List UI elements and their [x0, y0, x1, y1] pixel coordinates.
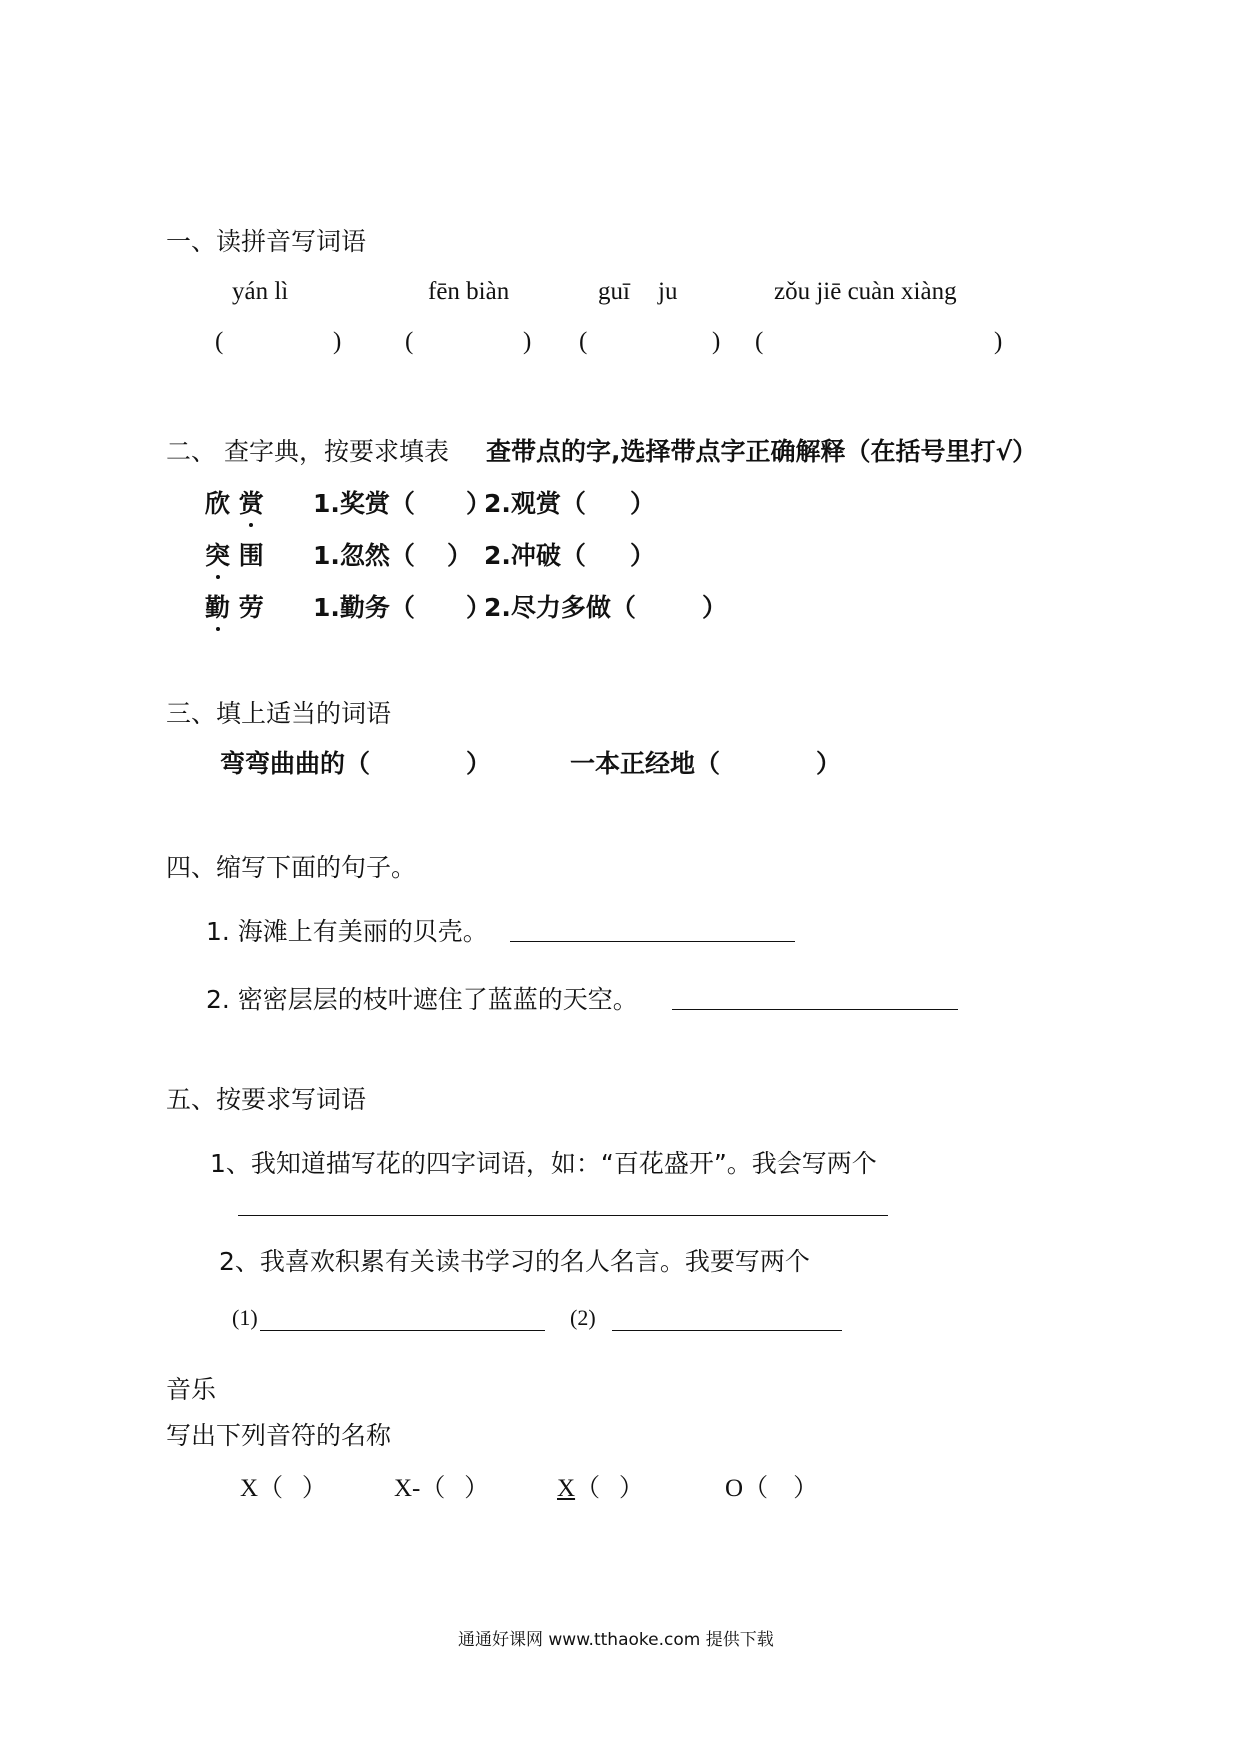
dotted-char: 突: [205, 536, 230, 572]
word-row-1: [205, 484, 264, 520]
answer-paren-open: (: [215, 328, 224, 355]
fill-item-1: 弯弯曲曲的（: [220, 749, 371, 778]
note-symbol: X-: [394, 1475, 421, 1502]
answer-line: [612, 1330, 842, 1331]
answer-paren-open: (: [755, 328, 764, 355]
note-paren: （ ）: [258, 1475, 327, 1502]
pinyin-3a: guī: [598, 278, 630, 305]
fill-item-2: 一本正经地（: [570, 749, 721, 778]
word-row-2: [205, 536, 264, 572]
note-4: [725, 1468, 818, 1504]
note-3: [557, 1468, 644, 1504]
answer-paren-close: ): [712, 328, 721, 355]
quote-label-2: (2): [570, 1305, 596, 1330]
answer-paren-close: ): [333, 328, 342, 355]
answer-paren-open: (: [405, 328, 414, 355]
word-char: 围: [238, 541, 264, 570]
note-symbol: X: [240, 1475, 259, 1502]
answer-paren-close: ): [523, 328, 532, 355]
option-1-close: ）: [447, 541, 473, 570]
sentence-2: 2. 密密层层的枝叶遮住了蓝蓝的天空。: [206, 985, 638, 1014]
option-1: 1.忽然（: [313, 541, 415, 570]
dotted-char: 赏: [239, 484, 264, 520]
note-2: [394, 1468, 489, 1504]
answer-line: [260, 1330, 545, 1331]
option-2: 2.冲破（: [484, 541, 586, 570]
word-row-3: [205, 588, 264, 624]
quote-label-1: (1): [232, 1305, 258, 1330]
option-1-close: ）: [466, 489, 492, 518]
option-1-close: ）: [466, 593, 492, 622]
pinyin-2: fēn biàn: [428, 278, 510, 305]
question-1: 1、我知道描写花的四字词语，如：“百花盛开”。我会写两个: [210, 1149, 877, 1178]
fill-item-1-close: ）: [466, 749, 492, 778]
footer-text: 通通好课网 www.tthaoke.com 提供下载: [458, 1630, 774, 1650]
dotted-char: 勤: [205, 588, 230, 624]
sentence-1: 1. 海滩上有美丽的贝壳。: [206, 917, 488, 946]
section1-title: 一、读拼音写词语: [166, 227, 367, 256]
section2-instruction: 查带点的字,选择带点字正确解释（在括号里打√）: [486, 437, 1038, 466]
note-symbol: O: [725, 1475, 744, 1502]
section3-title: 三、填上适当的词语: [166, 699, 392, 728]
option-2-close: ）: [630, 541, 656, 570]
note-paren: （ ）: [420, 1475, 490, 1502]
word-char: 劳: [238, 593, 264, 622]
note-paren: （ ）: [575, 1475, 644, 1502]
fill-item-2-close: ）: [816, 749, 842, 778]
answer-line: [238, 1215, 888, 1216]
option-2: 2.尽力多做（: [484, 593, 636, 622]
note-symbol: X: [557, 1475, 576, 1502]
section2-title: 二、 查字典，按要求填表: [166, 437, 449, 466]
word-char: 欣: [205, 489, 231, 518]
option-2-close: ）: [630, 489, 656, 518]
section4-title: 四、缩写下面的句子。: [166, 853, 417, 882]
option-1: 1.勤务（: [313, 593, 415, 622]
question-2: 2、我喜欢积累有关读书学习的名人名言。我要写两个: [219, 1247, 810, 1276]
section5-title: 五、按要求写词语: [166, 1085, 367, 1114]
pinyin-3b: ju: [658, 278, 678, 305]
option-2: 2.观赏（: [484, 489, 586, 518]
option-2-close: ）: [702, 593, 728, 622]
music-title: 音乐: [166, 1375, 217, 1404]
option-1: 1.奖赏（: [313, 489, 415, 518]
pinyin-4: zǒu jiē cuàn xiàng: [774, 278, 957, 305]
pinyin-1: yán lì: [232, 278, 289, 305]
answer-paren-close: ): [994, 328, 1003, 355]
music-subtitle: 写出下列音符的名称: [166, 1421, 392, 1450]
answer-paren-open: (: [579, 328, 588, 355]
answer-line: [672, 1009, 958, 1010]
note-1: [240, 1468, 327, 1504]
answer-line: [510, 941, 795, 942]
note-paren: （ ）: [743, 1475, 819, 1502]
